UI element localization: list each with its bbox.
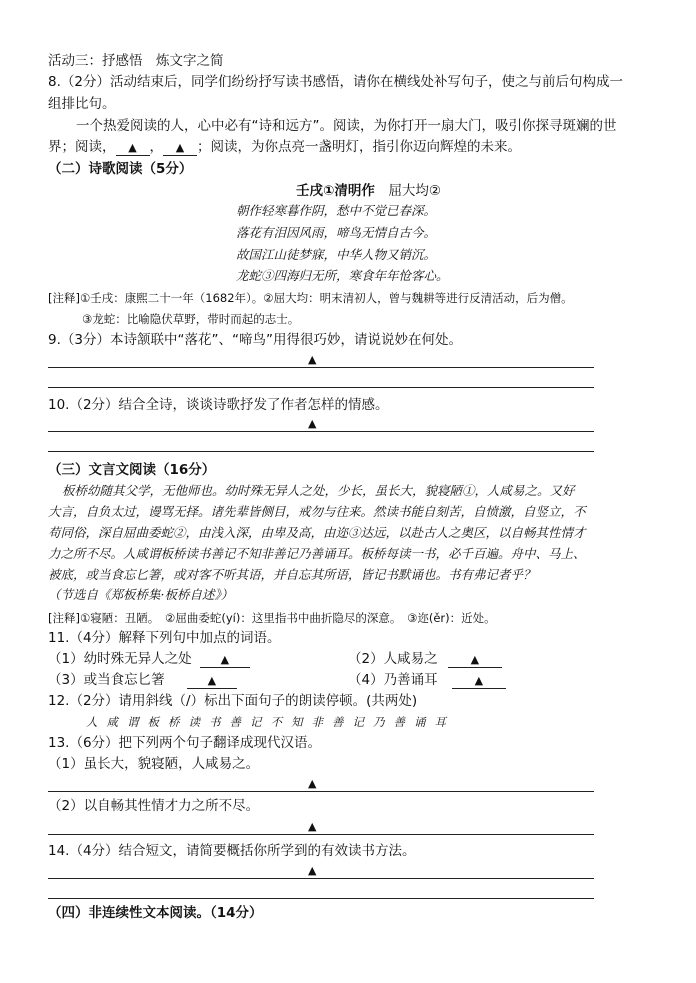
passage-line-4: 力之所不尽。人咸谓板桥读书善记不知非善记乃善诵耳。板桥每读一书，必千百遍。舟中、马上、 xyxy=(48,546,586,561)
q11-item-2-text: （2）人咸易之 xyxy=(348,651,438,667)
poem-author: 屈大均② xyxy=(388,183,442,199)
q11-item-4-text: （4）乃善诵耳 xyxy=(348,672,438,688)
q10-prompt: 10.（2分）结合全诗，谈谈诗歌抒发了作者怎样的情感。 xyxy=(48,397,389,413)
q8-prompt-line1: 8.（2分）活动结束后，同学们纷纷抒写读书感悟，请你在横线处补写句子，使之与前后句构成一 xyxy=(48,74,623,90)
passage-line-5: 被底，或当食忘匕箸，或对客不听其语，并自忘其所语，皆记书默诵也。书有弗记者乎？ xyxy=(48,567,536,582)
poem-line-4: 龙蛇③四海归无所，寒食年年怆客心。 xyxy=(236,268,449,283)
q13-1-answer-mark: ▲ xyxy=(308,777,317,790)
q11-item-2 xyxy=(348,650,502,668)
q13-sentence-2: （2）以自畅其性情才力之所不尽。 xyxy=(48,798,260,814)
q9-prompt: 9.（3分）本诗颔联中“落花”、“啼鸟”用得很巧妙，请说说妙在何处。 xyxy=(48,332,462,348)
poem-note-line2: ③龙蛇：比喻隐伏草野，带时而起的志士。 xyxy=(82,312,300,326)
q14-answer-line-2[interactable] xyxy=(48,898,594,899)
q10-answer-line-2[interactable] xyxy=(48,451,594,452)
poem-note-line1: [注释]①壬戌：康熙二十一年（1682年）。②屈大均：明末清初人，曾与魏耕等进行反清活动，后为僧。 xyxy=(48,291,573,305)
passage-line-3: 苟同俗，深自屈曲委蛇②，由浅入深，由卑及高，由迩③达远，以赴古人之奥区，以自畅其性情才 xyxy=(48,525,586,540)
q13-2-answer-mark: ▲ xyxy=(308,820,317,833)
q11-blank-1[interactable]: ▲ xyxy=(200,653,250,668)
poem-line-2: 落花有泪因风雨，啼鸟无情自古今。 xyxy=(236,225,437,240)
classical-section-title: （三）文言文阅读（16分） xyxy=(48,462,216,478)
q10-answer-mark: ▲ xyxy=(308,417,317,430)
q8-line4-end: ；阅读，为你点亮一盏明灯，指引你迈向辉煌的未来。 xyxy=(197,139,521,155)
passage-line-2: 大言，自负太过，谩骂无择。诸先辈皆侧目，戒勿与往来。然读书能自刻苦，自愤激，自竖立，不 xyxy=(48,504,586,519)
q9-answer-mark: ▲ xyxy=(308,353,317,366)
q11-item-4 xyxy=(348,671,506,689)
q8-prompt-line3: 一个热爱阅读的人，心中必有“诗和远方”。阅读，为你打开一扇大门，吸引你探寻斑斓的世 xyxy=(76,118,617,134)
q13-2-answer-line[interactable] xyxy=(48,834,594,835)
q9-answer-line-1[interactable] xyxy=(48,367,594,368)
q8-blank-1[interactable]: ▲ xyxy=(116,141,150,156)
q11-item-1 xyxy=(48,650,250,668)
poetry-section-title: （二）诗歌阅读（5分） xyxy=(48,161,193,177)
q8-line4-start: 界；阅读， xyxy=(48,139,116,155)
q11-blank-2[interactable]: ▲ xyxy=(448,653,502,668)
poem-title: 壬戌①清明作 xyxy=(296,183,375,199)
q10-answer-line-1[interactable] xyxy=(48,431,594,432)
q13-sentence-1: （1）虽长大，貌寝陋，人咸易之。 xyxy=(48,756,260,772)
q9-answer-line-2[interactable] xyxy=(48,387,594,388)
nonlinear-section-title: （四）非连续性文本阅读。（14分） xyxy=(48,905,263,921)
q14-answer-line-1[interactable] xyxy=(48,878,594,879)
q11-prompt: 11.（4分）解释下列句中加点的词语。 xyxy=(48,630,281,646)
classical-note: [注释]①寝陋：丑陋。 ②屈曲委蛇(yí)：这里指书中曲折隐尽的深意。 ③迩(ěr)：近处。 xyxy=(48,611,496,625)
poem-title-row xyxy=(296,182,441,200)
q13-1-answer-line[interactable] xyxy=(48,791,594,792)
q11-item-3 xyxy=(48,671,237,689)
passage-line-1: 板桥幼随其父学，无他师也。幼时殊无异人之处，少长，虽长大，貌寝陋①，人咸易之。又好 xyxy=(62,483,575,498)
q12-sentence[interactable]: 人咸谓板桥读书善记不知非善记乃善诵耳 xyxy=(86,715,455,729)
passage-source: （节选自《郑板桥集·板桥自述》） xyxy=(48,587,234,602)
q8-prompt-line4: 界；阅读， ▲ ， ▲ ；阅读，为你点亮一盏明灯，指引你迈向辉煌的未来。 xyxy=(48,139,521,155)
q12-prompt: 12.（2分）请用斜线（/）标出下面句子的朗读停顿。(共两处) xyxy=(48,693,418,709)
q11-blank-4[interactable]: ▲ xyxy=(452,674,506,689)
poem-line-1: 朝作轻寒暮作阴，愁中不觉已春深。 xyxy=(236,203,437,218)
q11-blank-3[interactable]: ▲ xyxy=(187,674,237,689)
q8-blank-2[interactable]: ▲ xyxy=(163,141,197,156)
q8-prompt-line2: 组排比句。 xyxy=(48,96,116,112)
q13-prompt: 13.（6分）把下列两个句子翻译成现代汉语。 xyxy=(48,735,322,751)
q14-answer-mark: ▲ xyxy=(308,864,317,877)
poem-line-3: 故国江山徒梦寐，中华人物又销沉。 xyxy=(236,247,437,262)
q11-item-3-text: （3）或当食忘匕箸 xyxy=(48,672,165,688)
q14-prompt: 14.（4分）结合短文，请简要概括你所学到的有效读书方法。 xyxy=(48,843,416,859)
activity-heading: 活动三：抒感悟 炼文字之简 xyxy=(48,53,224,69)
q11-item-1-text: （1）幼时殊无异人之处 xyxy=(48,651,192,667)
